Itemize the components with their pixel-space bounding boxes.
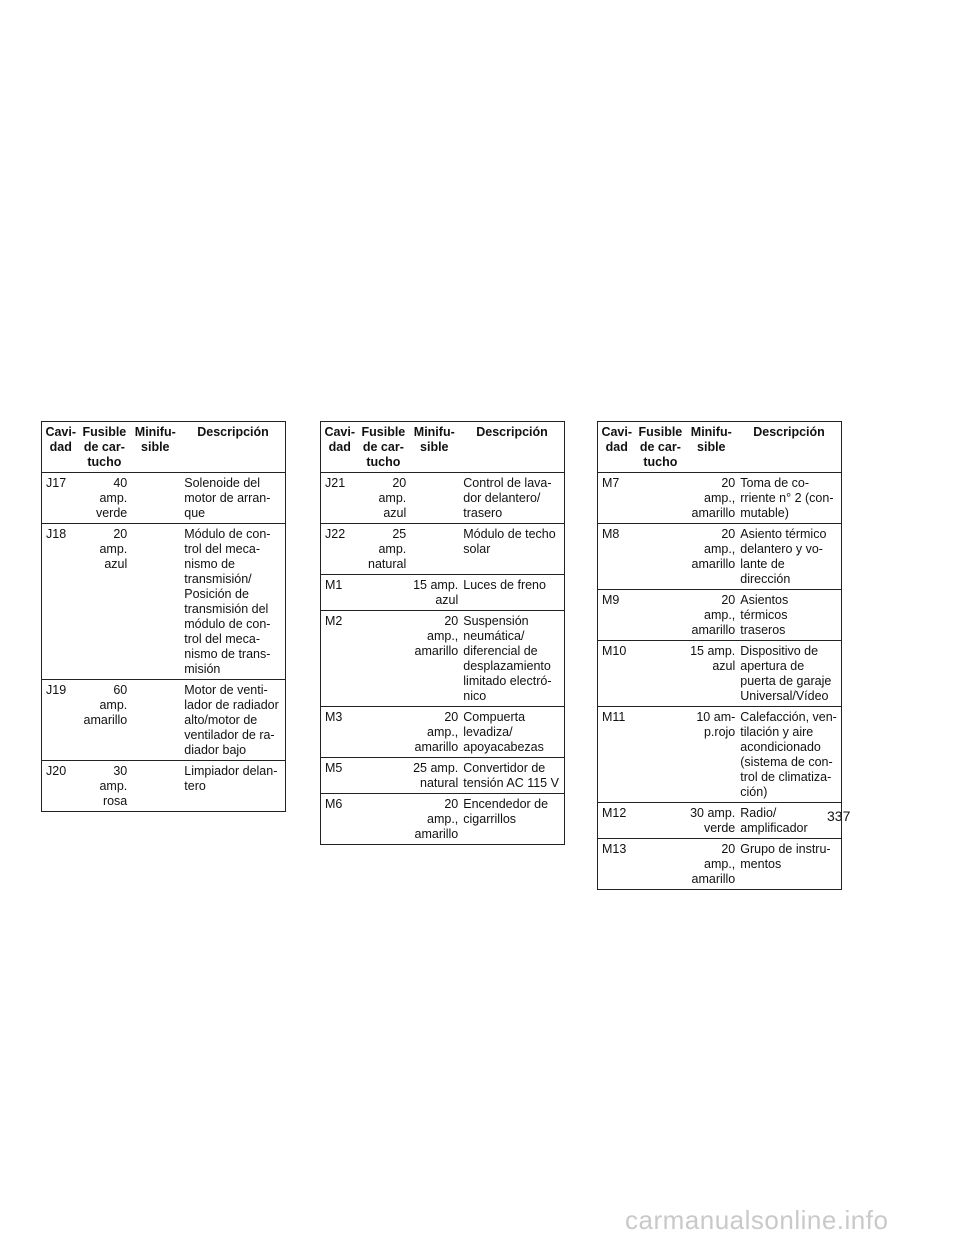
description-cell: Calefacción, ven- tilación y aire acondicionado (sistema de con- trol de climatiza- ción)	[737, 707, 841, 803]
header-fusible-cartucho: Fusible de car- tucho	[80, 422, 130, 473]
cavity-cell: M11	[598, 707, 636, 803]
fuse-table-3	[597, 421, 842, 890]
cartridge-fuse-cell	[636, 590, 686, 641]
table-row	[321, 794, 565, 845]
cartridge-fuse-cell: 40 amp. verde	[80, 473, 130, 524]
header-cavidad: Cavi- dad	[598, 422, 636, 473]
description-cell: Encendedor de cigarrillos	[460, 794, 564, 845]
cavity-cell: M13	[598, 839, 636, 890]
table-row	[598, 839, 842, 890]
cartridge-fuse-cell	[636, 641, 686, 707]
table-header	[42, 422, 286, 473]
cartridge-fuse-cell	[636, 524, 686, 590]
table-row	[598, 641, 842, 707]
cartridge-fuse-cell: 20 amp. azul	[359, 473, 409, 524]
minifuse-cell	[129, 761, 181, 812]
header-cavidad: Cavi- dad	[42, 422, 80, 473]
watermark: carmanualsonline.info	[625, 1205, 889, 1235]
header-descripcion: Descripción	[460, 422, 564, 473]
cartridge-fuse-cell	[359, 575, 409, 611]
header-descripcion: Descripción	[181, 422, 285, 473]
table-row	[42, 524, 286, 680]
description-cell: Asiento térmico delantero y vo- lante de dirección	[737, 524, 841, 590]
cartridge-fuse-cell	[359, 611, 409, 707]
description-cell: Limpiador delan- tero	[181, 761, 285, 812]
table-row	[598, 590, 842, 641]
description-cell: Módulo de techo solar	[460, 524, 564, 575]
header-descripcion: Descripción	[737, 422, 841, 473]
description-cell: Control de lava- dor delantero/ trasero	[460, 473, 564, 524]
minifuse-cell	[129, 680, 181, 761]
cartridge-fuse-cell: 60 amp. amarillo	[80, 680, 130, 761]
cavity-cell: J21	[321, 473, 359, 524]
cavity-cell: J19	[42, 680, 80, 761]
cartridge-fuse-cell: 30 amp. rosa	[80, 761, 130, 812]
table-row	[42, 680, 286, 761]
description-cell: Solenoide del motor de arran- que	[181, 473, 285, 524]
cavity-cell: J17	[42, 473, 80, 524]
table-body	[598, 473, 842, 890]
cartridge-fuse-cell: 20 amp. azul	[80, 524, 130, 680]
table-header	[598, 422, 842, 473]
table-row	[321, 575, 565, 611]
cavity-cell: M7	[598, 473, 636, 524]
cavity-cell: M12	[598, 803, 636, 839]
cavity-cell: M2	[321, 611, 359, 707]
cartridge-fuse-cell	[636, 473, 686, 524]
header-minifusible: Minifu- sible	[408, 422, 460, 473]
minifuse-cell: 20 amp., amarillo	[408, 611, 460, 707]
cavity-cell: J22	[321, 524, 359, 575]
minifuse-cell: 20 amp., amarillo	[685, 839, 737, 890]
minifuse-cell: 20 amp., amarillo	[685, 473, 737, 524]
minifuse-cell: 20 amp., amarillo	[408, 707, 460, 758]
fuse-table-2	[320, 421, 565, 845]
table-row	[321, 758, 565, 794]
minifuse-cell	[408, 473, 460, 524]
table-body	[42, 473, 286, 812]
description-cell: Dispositivo de apertura de puerta de garaje Universal/Vídeo	[737, 641, 841, 707]
description-cell: Suspensión neumática/ diferencial de desplazamiento limitado electró- nico	[460, 611, 564, 707]
minifuse-cell: 20 amp., amarillo	[685, 590, 737, 641]
table-row	[321, 707, 565, 758]
description-cell: Módulo de con- trol del meca- nismo de transmisión/ Posición de transmisión del módulo de con- trol del meca- nismo de trans- misión	[181, 524, 285, 680]
header-minifusible: Minifu- sible	[685, 422, 737, 473]
header-fusible-cartucho: Fusible de car- tucho	[636, 422, 686, 473]
minifuse-cell: 20 amp., amarillo	[408, 794, 460, 845]
cartridge-fuse-cell	[359, 707, 409, 758]
header-fusible-cartucho: Fusible de car- tucho	[359, 422, 409, 473]
table-row	[321, 611, 565, 707]
description-cell: Compuerta levadiza/ apoyacabezas	[460, 707, 564, 758]
table-header	[321, 422, 565, 473]
minifuse-cell: 15 amp. azul	[408, 575, 460, 611]
description-cell: Luces de freno	[460, 575, 564, 611]
cavity-cell: M3	[321, 707, 359, 758]
fuse-table-1	[41, 421, 286, 812]
header-row	[321, 422, 565, 473]
description-cell: Grupo de instru- mentos	[737, 839, 841, 890]
header-row	[42, 422, 286, 473]
minifuse-cell: 10 am- p.rojo	[685, 707, 737, 803]
minifuse-cell: 15 amp. azul	[685, 641, 737, 707]
cavity-cell: M1	[321, 575, 359, 611]
cavity-cell: M8	[598, 524, 636, 590]
cartridge-fuse-cell	[636, 839, 686, 890]
cavity-cell: J18	[42, 524, 80, 680]
cavity-cell: J20	[42, 761, 80, 812]
table-row	[598, 707, 842, 803]
minifuse-cell: 30 amp. verde	[685, 803, 737, 839]
table-row	[42, 473, 286, 524]
header-minifusible: Minifu- sible	[129, 422, 181, 473]
cartridge-fuse-cell	[636, 803, 686, 839]
minifuse-cell	[129, 473, 181, 524]
cartridge-fuse-cell	[636, 707, 686, 803]
table-row	[598, 473, 842, 524]
header-row	[598, 422, 842, 473]
description-cell: Toma de co- rriente n° 2 (con- mutable)	[737, 473, 841, 524]
header-cavidad: Cavi- dad	[321, 422, 359, 473]
minifuse-cell	[408, 524, 460, 575]
minifuse-cell	[129, 524, 181, 680]
table-row	[42, 761, 286, 812]
description-cell: Motor de venti- lador de radiador alto/motor de ventilador de ra- diador bajo	[181, 680, 285, 761]
description-cell: Radio/ amplificador	[737, 803, 841, 839]
cartridge-fuse-cell	[359, 794, 409, 845]
cavity-cell: M10	[598, 641, 636, 707]
minifuse-cell: 20 amp., amarillo	[685, 524, 737, 590]
cavity-cell: M6	[321, 794, 359, 845]
description-cell: Asientos térmicos traseros	[737, 590, 841, 641]
table-row	[598, 524, 842, 590]
cavity-cell: M9	[598, 590, 636, 641]
cartridge-fuse-cell: 25 amp. natural	[359, 524, 409, 575]
table-row	[598, 803, 842, 839]
minifuse-cell: 25 amp. natural	[408, 758, 460, 794]
table-row	[321, 473, 565, 524]
cavity-cell: M5	[321, 758, 359, 794]
page-number: 337	[827, 808, 851, 824]
table-row	[321, 524, 565, 575]
table-body	[321, 473, 565, 845]
description-cell: Convertidor de tensión AC 115 V	[460, 758, 564, 794]
cartridge-fuse-cell	[359, 758, 409, 794]
